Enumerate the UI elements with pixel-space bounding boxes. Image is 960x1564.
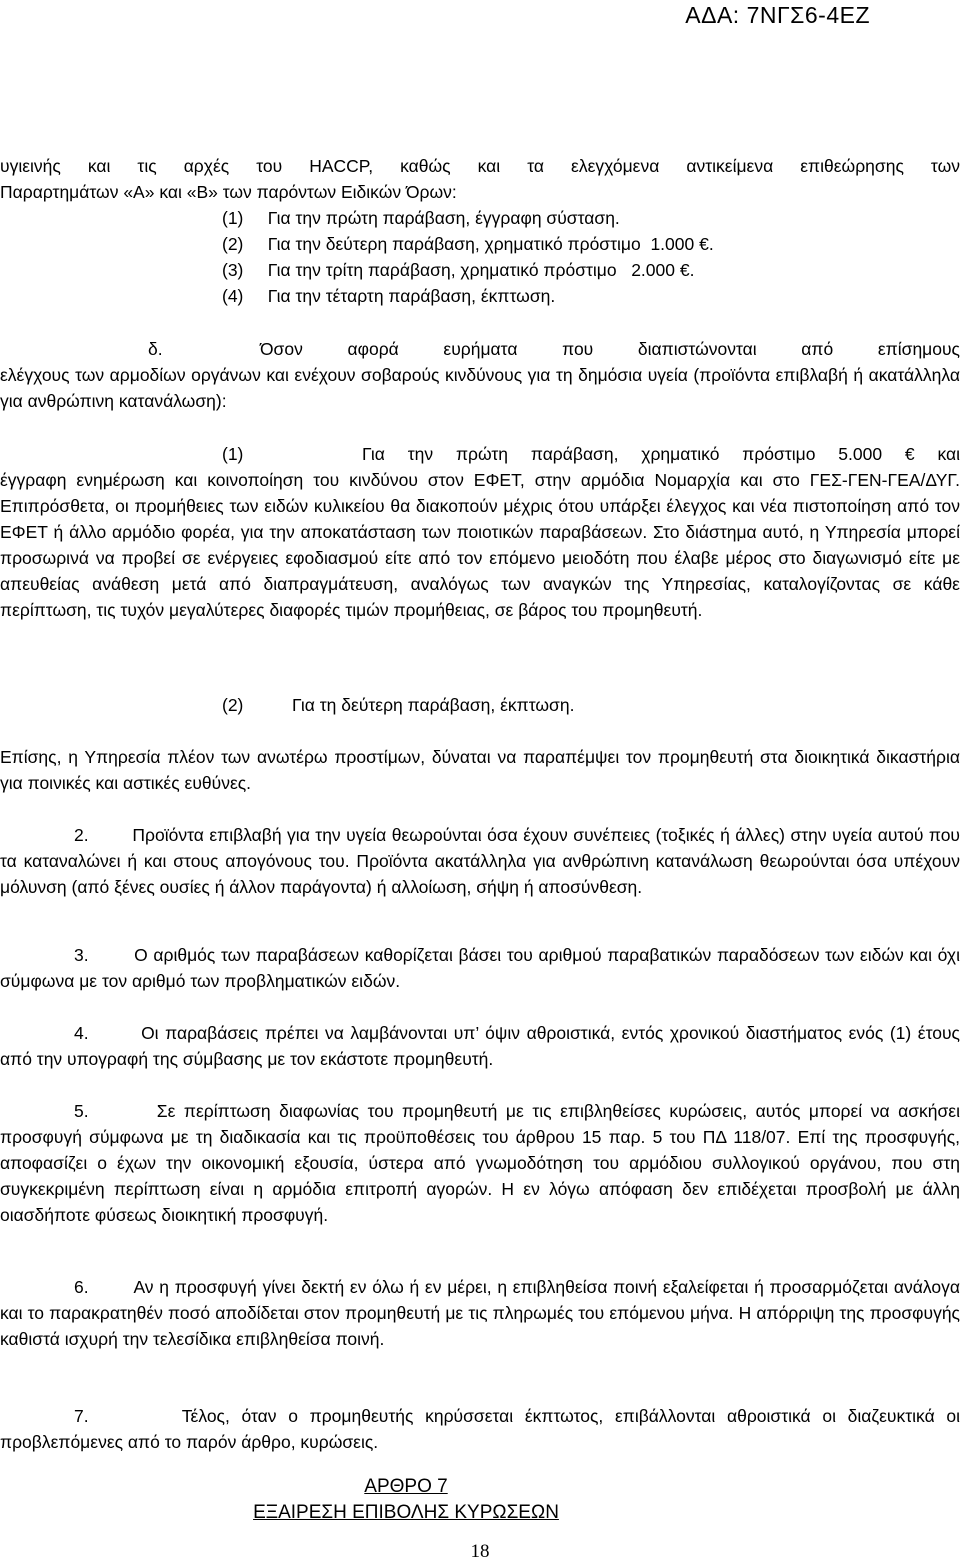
paragraph-5: 5. Σε περίπτωση διαφωνίας του προμηθευτή με τις επιβληθείσες κυρώσεις, αυτός μπορεί να ασκήσει προσφυγή σύμφωνα με τη διαδικασία και τις προϋποθέσεις του άρθρου 15 παρ. 5 του ΠΔ 118/07. Επί της προσφυγής, αποφασίζει ο έχων την οικονομική εξουσία, ύστερα από γνωμοδότηση του αρμόδιου συλλογικού οργάνου, που στη συγκεκριμένη περίπτωση είναι η αρμόδια επιτροπή αγορών. Η εν λόγω απόφαση δεν επιδέχεται προσβολή με άλλη οιασδήποτε φύσεως διοικητική προσφυγή. xyxy=(0,1101,960,1225)
delta-label: δ. xyxy=(148,339,163,359)
d2-item: (2) Για τη δεύτερη παράβαση, έκπτωση. xyxy=(222,695,575,715)
paragraph-6: 6. Αν η προσφυγή γίνει δεκτή εν όλω ή εν μέρει, η επιβληθείσα ποινή εξαλείφεται ή προσαρμόζεται ανάλογα και το παρακρατηθέν ποσό αποδίδεται στον προμηθευτή με τις πληρωμές του επόμενου μήνα. Η απόρριψη της προσφυγής καθιστά ισχυρή την τελεσίδικα επιβληθείσα ποινή. xyxy=(0,1277,960,1349)
d1-label: (1) xyxy=(222,444,244,464)
penalty-item-1: (1) Για την πρώτη παράβαση, έγγραφη σύσταση. xyxy=(222,208,620,228)
also-paragraph: Επίσης, η Υπηρεσία πλέον των ανωτέρω προστίμων, δύναται να παραπέμψει τον προμηθευτή στα διοικητικά δικαστήρια για ποινικές και αστικές ευθύνες. xyxy=(0,747,960,793)
article-number: ΑΡΘΡΟ 7 xyxy=(364,1476,448,1497)
paragraph-3: 3. Ο αριθμός των παραβάσεων καθορίζεται βάσει του αριθμού παραβατικών παραδόσεων των ειδών και όχι σύμφωνα με τον αριθμό των προβληματικών ειδών. xyxy=(0,945,960,991)
ada-code: ΑΔΑ: 7ΝΓΣ6-4ΕΖ xyxy=(685,2,870,28)
paragraph-7: 7. Τέλος, όταν ο προμηθευτής κηρύσσεται έκπτωτος, επιβάλλονται αθροιστικά οι διαζευκτικά οι προβλεπόμενες από το παρόν άρθρο, κυρώσεις. xyxy=(0,1406,960,1452)
delta-paragraph: ελέγχους των αρμοδίων οργάνων και ενέχουν σοβαρούς κινδύνους για τη δημόσια υγεία (προϊόντα επιβλαβή ή ακατάλληλα για ανθρώπινη κατανάλωση): xyxy=(0,365,960,411)
paragraph-4: 4. Οι παραβάσεις πρέπει να λαμβάνονται υπ’ όψιν αθροιστικά, εντός χρονικού διαστήματος ενός (1) έτους από την υπογραφή της σύμβασης με τον εκάστοτε προμηθευτή. xyxy=(0,1023,960,1069)
d1-paragraph: έγγραφη ενημέρωση και κοινοποίηση του κινδύνου στον ΕΦΕΤ, στην αρμόδια Νομαρχία και στο ΓΕΣ-ΓΕΝ-ΓΕΑ/ΔΥΓ. Επιπρόσθετα, οι προμήθειες των ειδών κυλικείου θα διακοπούν μέχρις ότου υπάρξει έλεγχος και νέα πιστοποίηση από τον ΕΦΕΤ ή άλλο αρμόδιο φορέα, για την αποκατάσταση των ποιοτικών παραβάσεων. Στο διάστημα αυτό, η Υπηρεσία μπορεί προσωρινά να προβεί σε ενέργειες εφοδιασμού είτε από τον επόμενο μειοδότη που έλαβε μέρος στο διαγωνισμό είτε με απευθείας ανάθεση μετά από διαπραγμάτευση, αναλόγως των αναγκών της Υπηρεσίας, καταλογίζοντας σε κάθε περίπτωση, τις τυχόν μεγαλύτερες διαφορές τιμών προμήθειας, σε βάρος του προμηθευτή. xyxy=(0,470,960,620)
paragraph-2: 2. Προϊόντα επιβλαβή για την υγεία θεωρούνται όσα έχουν συνέπειες (τοξικές ή άλλες) στην υγεία αυτού που τα καταναλώνει ή και στους απογόνους του. Προϊόντα ακατάλληλα για ανθρώπινη κατανάλωση θεωρούνται όσα υπέχουν μόλυνση (από ξένες ουσίες ή άλλον παράγοντα) ή αλλοίωση, σήψη ή αποσύνθεση. xyxy=(0,825,960,897)
penalty-item-3: (3) Για την τρίτη παράβαση, χρηματικό πρόστιμο 2.000 €. xyxy=(222,260,695,280)
delta-first-line: Όσον αφορά ευρήματα που διαπιστώνονται από επίσημους xyxy=(260,339,960,359)
penalty-item-2: (2) Για την δεύτερη παράβαση, χρηματικό πρόστιμο 1.000 €. xyxy=(222,234,714,254)
intro-line-1: υγιεινής και τις αρχές του HACCP, καθώς και τα ελεγχόμενα αντικείμενα επιθεώρησης των xyxy=(0,156,960,176)
d1-first-line: Για την πρώτη παράβαση, χρηματικό πρόστιμο 5.000 € και xyxy=(362,444,960,464)
intro-line-2: Παραρτημάτων «Α» και «Β» των παρόντων Ειδικών Όρων: xyxy=(0,182,457,202)
penalty-item-4: (4) Για την τέταρτη παράβαση, έκπτωση. xyxy=(222,286,556,306)
page-number: 18 xyxy=(470,1541,490,1562)
article-title: ΕΞΑΙΡΕΣΗ ΕΠΙΒΟΛΗΣ ΚΥΡΩΣΕΩΝ xyxy=(253,1502,559,1523)
